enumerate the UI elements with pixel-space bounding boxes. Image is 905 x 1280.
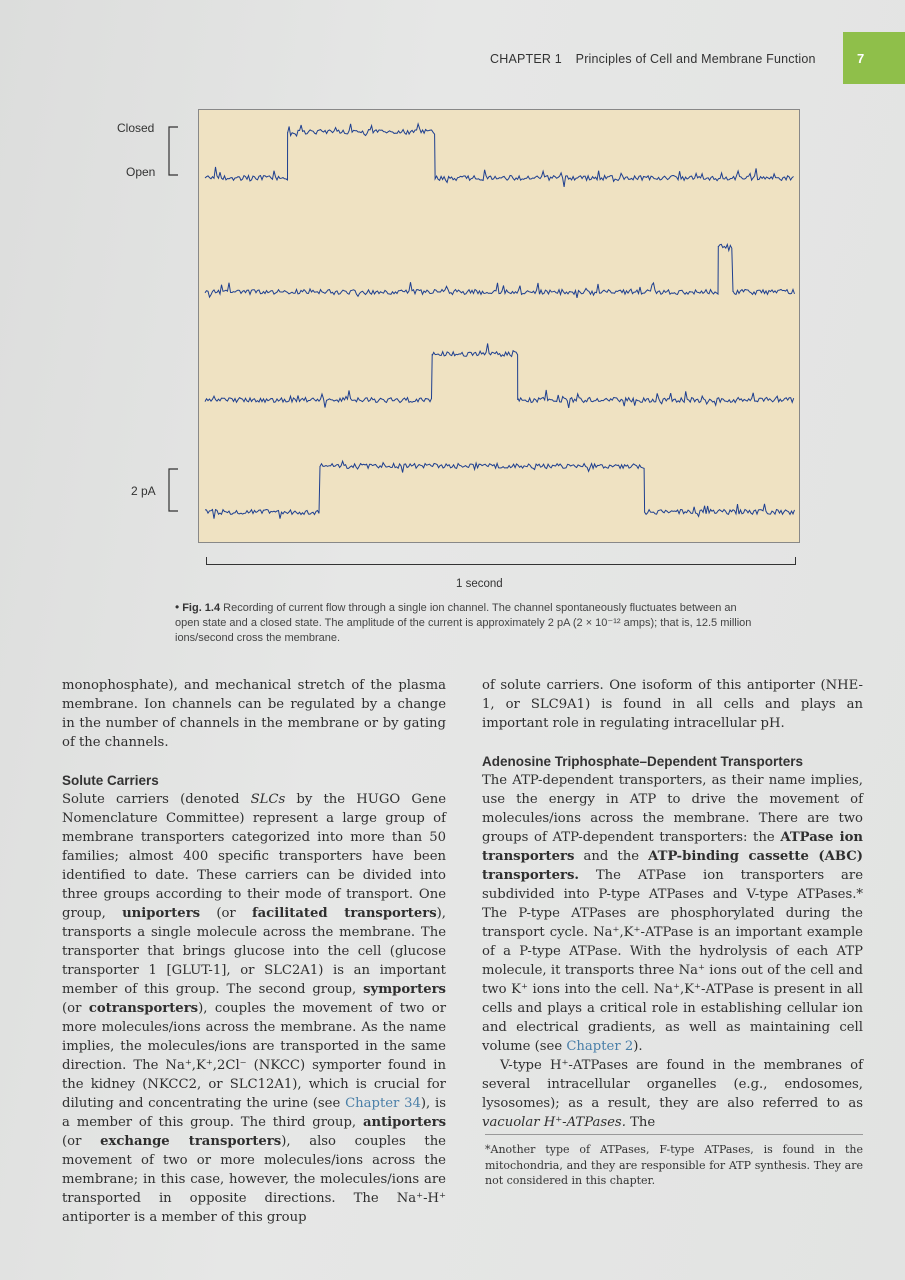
- caption-text: Recording of current flow through a single ion channel. The channel spontaneously fluctuates between an open state and a closed state. The amplitude of the current is approximately 2 pA (2 × 10⁻¹² amps); that is, 12.5 million ions/second cross the membrane.: [175, 602, 752, 644]
- open-label: Open: [126, 165, 156, 179]
- text-run: Solute carriers (denoted: [62, 792, 251, 807]
- page-number-tab: [843, 32, 905, 84]
- text-run: ), couples the movement of two or more molecules/ions across the membrane. As the name implies, the molecules/ions are transported in the same direction. The Na⁺,K⁺,2Cl⁻ (NKCC) symporter found in the kidney (NKCC2, or SLC12A1), which is crucial for diluting and concentrating the urine (see: [62, 1001, 446, 1111]
- solute-carriers-heading: Solute Carriers: [62, 773, 159, 788]
- chapter-2-link[interactable]: Chapter 2: [566, 1039, 634, 1054]
- text-run: ), also couples the movement of two or more molecules/ions across the membrane; in this case, however, the molecules/ions are transported in opposite directions. The Na⁺-H⁺ antiporter is a member of this group: [62, 1134, 446, 1225]
- time-scale-label: 1 second: [456, 578, 503, 590]
- chapter-label: CHAPTER 1: [490, 52, 562, 66]
- current-trace-2: [205, 244, 795, 298]
- term-facilitated-transporters: facilitated transporters: [251, 906, 437, 921]
- term-atpase-ion-transporters: ATPase ion transporters: [482, 830, 863, 864]
- text-run: by the HUGO Gene Nomenclature Committee) represent a large group of membrane transporters categorized into more than 50 families; almost 400 specific transporters have been identified to date. These carriers can be divided into three groups according to their mode of transport. One group,: [62, 792, 447, 921]
- right-column: [482, 676, 863, 1132]
- term-cotransporters: cotransporters: [88, 1001, 199, 1016]
- text-run: V-type H⁺-ATPases are found in the membranes of several intracellular organelles (e.g., endosomes, lysosomes); as a result, they are also referred to as: [482, 1058, 863, 1111]
- caption-bullet-icon: •: [175, 600, 180, 614]
- channel-recording-figure: [198, 109, 800, 543]
- atp-transporters-paragraph: [482, 771, 863, 1056]
- state-bracket: [164, 126, 178, 178]
- current-scale-label: 2 pA: [131, 484, 156, 498]
- solute-carriers-paragraph: [62, 790, 446, 1227]
- footnote-divider: [485, 1134, 863, 1135]
- right-paragraph-1: of solute carriers. One isoform of this antiporter (NHE-1, or SLC9A1) is found in all cells and plays an important role in regulating intracellular pH.: [482, 678, 863, 731]
- current-trace-1: [205, 124, 794, 187]
- term-symporters: symporters: [363, 982, 446, 997]
- footnote: *Another type of ATPases, F-type ATPases, is found in the mitochondria, and they are responsible for ATP synthesis. They are not considered in this chapter.: [485, 1143, 863, 1187]
- atp-transporters-heading: Adenosine Triphosphate–Dependent Transporters: [482, 754, 804, 769]
- term-antiporters: antiporters: [362, 1115, 446, 1130]
- time-scale-bar: [206, 557, 796, 565]
- running-header: [490, 52, 816, 66]
- current-trace-3: [205, 344, 794, 408]
- current-trace-4: [205, 461, 795, 519]
- page-number: 7: [857, 50, 865, 66]
- left-paragraph-1: monophosphate), and mechanical stretch of the plasma membrane. Ion channels can be regulated by a change in the number of channels in the membrane or by gating of the channels.: [62, 678, 446, 750]
- term-exchange-transporters: exchange transporters: [100, 1134, 282, 1149]
- figure-caption: [175, 600, 760, 646]
- chapter-34-link[interactable]: Chapter 34: [345, 1096, 421, 1111]
- closed-label: Closed: [117, 121, 155, 135]
- text-run: The: [625, 1115, 656, 1130]
- term-abc-transporters: ATP-binding cassette (ABC) transporters.: [482, 849, 863, 883]
- term-uniporters: uniporters: [122, 906, 201, 921]
- caption-figure-label: Fig. 1.4: [182, 602, 221, 614]
- term-vacuolar-atpases: vacuolar H⁺-ATPases.: [482, 1115, 626, 1130]
- current-scale-bracket: [164, 468, 178, 514]
- text-run: (or: [62, 1001, 89, 1016]
- left-column: [62, 676, 446, 1227]
- text-run: and the: [574, 849, 649, 864]
- text-run: ), transports a single molecule across the membrane. The transporter that brings glucose into the cell (glucose transporter 1 [GLUT-1], or SLC2A1) is an important member of this group. The second group,: [62, 906, 446, 997]
- text-run: ), is a member of this group. The third group,: [62, 1096, 446, 1130]
- text-run: (or: [62, 1134, 101, 1149]
- v-type-paragraph: [482, 1056, 863, 1132]
- text-run: SLCs: [250, 792, 286, 807]
- current-traces: [199, 110, 799, 542]
- text-run: ).: [633, 1039, 643, 1054]
- chapter-title: Principles of Cell and Membrane Function: [575, 52, 816, 66]
- text-run: The ATP-dependent transporters, as their name implies, use the energy in ATP to drive the movement of molecules/ions across the membrane. There are two groups of ATP-dependent transporters: the: [482, 773, 863, 845]
- text-run: (or: [200, 906, 252, 921]
- text-run: The ATPase ion transporters are subdivided into P-type ATPases and V-type ATPases.* The P-type ATPases are phosphorylated during the transport cycle. Na⁺,K⁺-ATPase is an important example of a P-type ATPase. With the hydrolysis of each ATP molecule, it transports three Na⁺ ions out of the cell and two K⁺ ions into the cell. Na⁺,K⁺-ATPase is present in all cells and plays a critical role in establishing cellular ion and electrical gradients, as well as maintaining cell volume (see: [482, 868, 863, 1054]
